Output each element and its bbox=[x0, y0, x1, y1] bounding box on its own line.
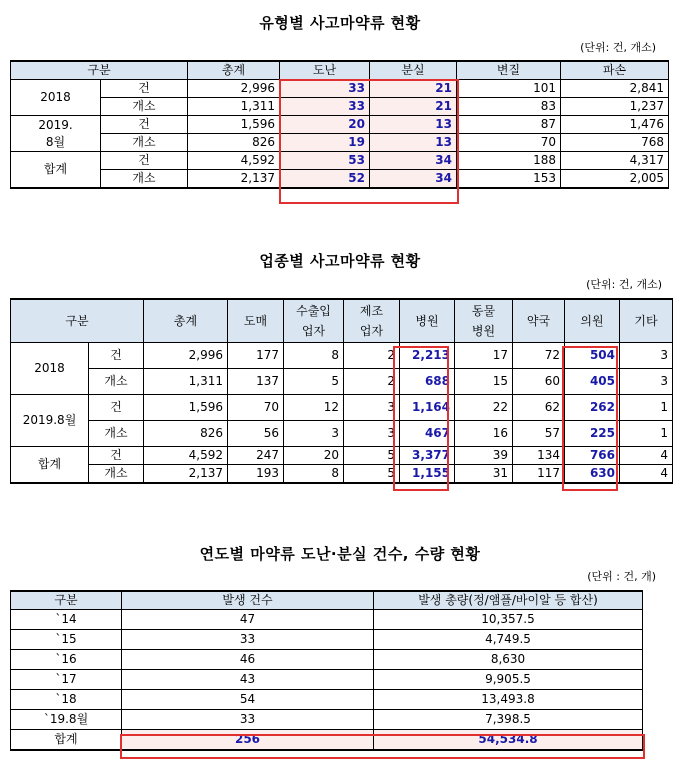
table-row bbox=[11, 369, 673, 395]
row-type-label: 개소 bbox=[101, 98, 188, 116]
row-year-label: `19.8월 bbox=[11, 710, 122, 730]
row-type-label: 개소 bbox=[89, 369, 144, 395]
row-type-label: 건 bbox=[101, 80, 188, 98]
table2-title: 업종별 사고마약류 현황 bbox=[259, 252, 421, 270]
table-cell: 4,317 bbox=[561, 152, 669, 170]
table-cell: 19 bbox=[280, 134, 370, 152]
table-cell: 53 bbox=[280, 152, 370, 170]
table3-unit: (단위 : 건, 개) bbox=[587, 570, 656, 583]
row-year-label: `14 bbox=[11, 610, 122, 630]
table-cell: 504 bbox=[565, 343, 620, 369]
table-cell: 768 bbox=[561, 134, 669, 152]
table-cell: 766 bbox=[565, 447, 620, 465]
table1-header-total: 총계 bbox=[188, 61, 280, 80]
row-year-label: `17 bbox=[11, 670, 122, 690]
table-cell: 5 bbox=[344, 465, 400, 484]
table-cell: 826 bbox=[188, 134, 280, 152]
table-row bbox=[11, 134, 669, 152]
table2-unit: (단위: 건, 개소) bbox=[586, 278, 662, 291]
table-cell: 34 bbox=[370, 170, 457, 189]
table-cell: 4,592 bbox=[144, 447, 228, 465]
table-row bbox=[11, 690, 643, 710]
table-cell: 46 bbox=[122, 650, 374, 670]
table1-accident-by-type bbox=[10, 60, 669, 189]
table-cell: 1,164 bbox=[400, 395, 455, 421]
table-cell: 826 bbox=[144, 421, 228, 447]
table-cell: 1,596 bbox=[144, 395, 228, 421]
table-cell: 52 bbox=[280, 170, 370, 189]
row-year-label: `16 bbox=[11, 650, 122, 670]
table-cell: 83 bbox=[457, 98, 561, 116]
table3-header-category: 구분 bbox=[11, 591, 122, 610]
table2-header-hospital: 병원 bbox=[400, 299, 455, 343]
row-year-label: `15 bbox=[11, 630, 122, 650]
table-cell: 2,996 bbox=[188, 80, 280, 98]
row-year-label: `18 bbox=[11, 690, 122, 710]
table-cell: 4 bbox=[620, 465, 673, 484]
table1-header-spoil: 변질 bbox=[457, 61, 561, 80]
table-cell: 31 bbox=[455, 465, 513, 484]
table-cell: 3,377 bbox=[400, 447, 455, 465]
table-cell: 39 bbox=[455, 447, 513, 465]
table-cell: 467 bbox=[400, 421, 455, 447]
table2-header-category: 구분 bbox=[11, 299, 144, 343]
table-row bbox=[11, 80, 669, 98]
table-cell: 3 bbox=[344, 421, 400, 447]
row-group-label: 2019. 8월 bbox=[11, 116, 101, 152]
table-cell: 2,996 bbox=[144, 343, 228, 369]
table-cell: 17 bbox=[455, 343, 513, 369]
table2-header-clinic: 의원 bbox=[565, 299, 620, 343]
table1-title: 유형별 사고마약류 현황 bbox=[259, 14, 421, 32]
table-cell: 87 bbox=[457, 116, 561, 134]
table-row bbox=[11, 465, 673, 484]
table-cell: 137 bbox=[228, 369, 284, 395]
total-amount: 54,534.8 bbox=[374, 730, 643, 750]
table-cell: 225 bbox=[565, 421, 620, 447]
row-type-label: 건 bbox=[101, 152, 188, 170]
table1-header-category: 구분 bbox=[11, 61, 188, 80]
table-cell: 117 bbox=[513, 465, 565, 484]
table-row bbox=[11, 395, 673, 421]
table-row bbox=[11, 152, 669, 170]
table-cell: 688 bbox=[400, 369, 455, 395]
table-cell: 2,137 bbox=[188, 170, 280, 189]
table-cell: 2,137 bbox=[144, 465, 228, 484]
table1-header-theft: 도난 bbox=[280, 61, 370, 80]
table-cell: 3 bbox=[620, 343, 673, 369]
table2-header-manufacturer: 제조 업자 bbox=[344, 299, 400, 343]
table-cell: 2,005 bbox=[561, 170, 669, 189]
table-cell: 2,841 bbox=[561, 80, 669, 98]
table-cell: 262 bbox=[565, 395, 620, 421]
table1-header-loss: 분실 bbox=[370, 61, 457, 80]
table-cell: 1,155 bbox=[400, 465, 455, 484]
table3-yearly-theft-loss bbox=[10, 590, 643, 751]
table-cell: 72 bbox=[513, 343, 565, 369]
table-cell: 630 bbox=[565, 465, 620, 484]
row-group-label: 합계 bbox=[11, 152, 101, 189]
table-cell: 20 bbox=[280, 116, 370, 134]
table-cell: 5 bbox=[284, 369, 344, 395]
table-cell: 405 bbox=[565, 369, 620, 395]
table-cell: 193 bbox=[228, 465, 284, 484]
row-group-label: 합계 bbox=[11, 447, 89, 484]
table1-header-row bbox=[11, 61, 669, 80]
row-type-label: 건 bbox=[89, 343, 144, 369]
table-cell: 15 bbox=[455, 369, 513, 395]
table3-header-count: 발생 건수 bbox=[122, 591, 374, 610]
table-cell: 54 bbox=[122, 690, 374, 710]
table-cell: 12 bbox=[284, 395, 344, 421]
table-cell: 8 bbox=[284, 343, 344, 369]
table2-header-other: 기타 bbox=[620, 299, 673, 343]
table-cell: 3 bbox=[284, 421, 344, 447]
table-row bbox=[11, 610, 643, 630]
table-cell: 43 bbox=[122, 670, 374, 690]
table-cell: 22 bbox=[455, 395, 513, 421]
table-cell: 7,398.5 bbox=[374, 710, 643, 730]
row-type-label: 개소 bbox=[101, 170, 188, 189]
table-row bbox=[11, 343, 673, 369]
table-row bbox=[11, 670, 643, 690]
table-cell: 62 bbox=[513, 395, 565, 421]
table-cell: 56 bbox=[228, 421, 284, 447]
table-cell: 70 bbox=[228, 395, 284, 421]
table-cell: 2,213 bbox=[400, 343, 455, 369]
table-cell: 5 bbox=[344, 447, 400, 465]
table-cell: 33 bbox=[280, 80, 370, 98]
table3-total-row bbox=[11, 730, 643, 750]
table-cell: 1,311 bbox=[144, 369, 228, 395]
table-cell: 4,749.5 bbox=[374, 630, 643, 650]
table2-accident-by-business bbox=[10, 298, 673, 484]
table-cell: 8 bbox=[284, 465, 344, 484]
table-cell: 13 bbox=[370, 116, 457, 134]
table-cell: 21 bbox=[370, 80, 457, 98]
table-cell: 2 bbox=[344, 369, 400, 395]
table-cell: 4,592 bbox=[188, 152, 280, 170]
table-cell: 13,493.8 bbox=[374, 690, 643, 710]
table-cell: 9,905.5 bbox=[374, 670, 643, 690]
table2-header-wholesale: 도매 bbox=[228, 299, 284, 343]
table-row bbox=[11, 421, 673, 447]
table-row bbox=[11, 116, 669, 134]
table-cell: 101 bbox=[457, 80, 561, 98]
table-cell: 16 bbox=[455, 421, 513, 447]
table-cell: 33 bbox=[122, 630, 374, 650]
table-row bbox=[11, 710, 643, 730]
total-label: 합계 bbox=[11, 730, 122, 750]
table-cell: 10,357.5 bbox=[374, 610, 643, 630]
table2-header-import-export: 수출입 업자 bbox=[284, 299, 344, 343]
table-cell: 60 bbox=[513, 369, 565, 395]
table2-header-row bbox=[11, 299, 673, 343]
row-type-label: 건 bbox=[89, 447, 144, 465]
table-row bbox=[11, 630, 643, 650]
table-cell: 1 bbox=[620, 395, 673, 421]
table1-unit: (단위: 건, 개소) bbox=[580, 41, 656, 54]
table3-header-row bbox=[11, 591, 643, 610]
table-row bbox=[11, 650, 643, 670]
table-cell: 1,237 bbox=[561, 98, 669, 116]
table2-header-pharmacy: 약국 bbox=[513, 299, 565, 343]
table-cell: 20 bbox=[284, 447, 344, 465]
table-cell: 57 bbox=[513, 421, 565, 447]
row-group-label: 2018 bbox=[11, 343, 89, 395]
table-cell: 21 bbox=[370, 98, 457, 116]
table-cell: 1,311 bbox=[188, 98, 280, 116]
table-row bbox=[11, 170, 669, 189]
table-cell: 247 bbox=[228, 447, 284, 465]
table2-header-animal-hospital: 동물 병원 bbox=[455, 299, 513, 343]
table-cell: 70 bbox=[457, 134, 561, 152]
table-cell: 188 bbox=[457, 152, 561, 170]
row-type-label: 건 bbox=[101, 116, 188, 134]
table-row bbox=[11, 447, 673, 465]
table1-header-damage: 파손 bbox=[561, 61, 669, 80]
table-cell: 1,476 bbox=[561, 116, 669, 134]
row-type-label: 개소 bbox=[101, 134, 188, 152]
table-cell: 47 bbox=[122, 610, 374, 630]
table-cell: 1,596 bbox=[188, 116, 280, 134]
row-type-label: 개소 bbox=[89, 465, 144, 484]
total-count: 256 bbox=[122, 730, 374, 750]
table-row bbox=[11, 98, 669, 116]
row-type-label: 건 bbox=[89, 395, 144, 421]
row-type-label: 개소 bbox=[89, 421, 144, 447]
table2-header-total: 총계 bbox=[144, 299, 228, 343]
table-cell: 13 bbox=[370, 134, 457, 152]
table-cell: 2 bbox=[344, 343, 400, 369]
table3-title: 연도별 마약류 도난·분실 건수, 수량 현황 bbox=[199, 545, 481, 563]
row-group-label: 2018 bbox=[11, 80, 101, 116]
table-cell: 34 bbox=[370, 152, 457, 170]
table-cell: 1 bbox=[620, 421, 673, 447]
table-cell: 3 bbox=[344, 395, 400, 421]
table-cell: 134 bbox=[513, 447, 565, 465]
table-cell: 8,630 bbox=[374, 650, 643, 670]
table-cell: 33 bbox=[122, 710, 374, 730]
row-group-label: 2019.8월 bbox=[11, 395, 89, 447]
table-cell: 177 bbox=[228, 343, 284, 369]
table3-header-amount: 발생 총량(정/앰플/바이알 등 합산) bbox=[374, 591, 643, 610]
table-cell: 3 bbox=[620, 369, 673, 395]
table-cell: 4 bbox=[620, 447, 673, 465]
table-cell: 33 bbox=[280, 98, 370, 116]
table-cell: 153 bbox=[457, 170, 561, 189]
